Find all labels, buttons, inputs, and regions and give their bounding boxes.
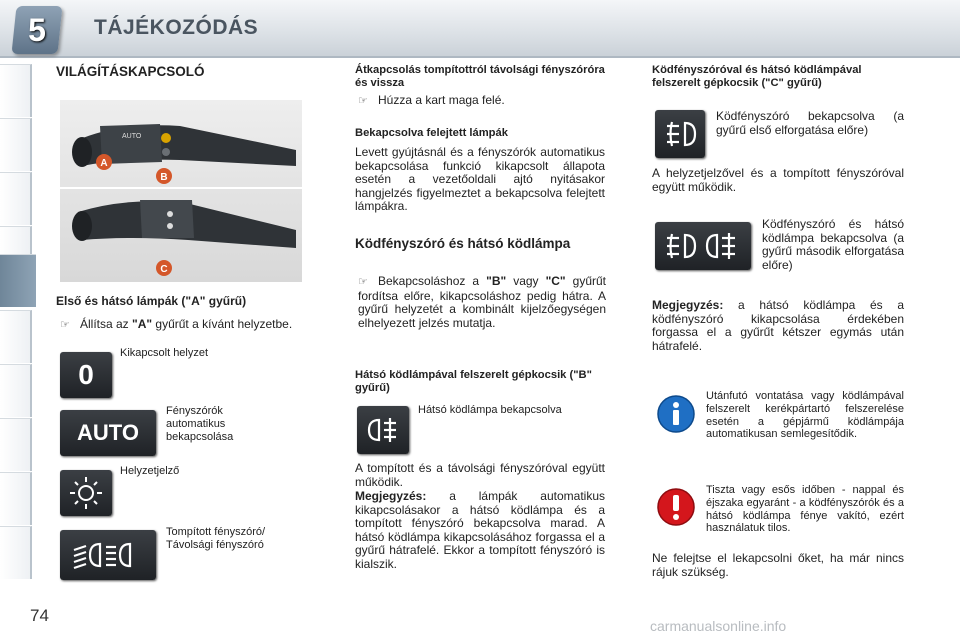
auto-icon: [60, 410, 156, 456]
left-on-title: Bekapcsolva felejtett lámpák: [355, 127, 508, 139]
page-title: TÁJÉKOZÓDÁS: [94, 16, 259, 39]
chapter-number: 5: [28, 12, 46, 48]
c-ring-title: Ködfényszóróval és hátsó ködlámpával felszerelt gépkocsik ("C" gyűrű): [652, 64, 862, 89]
chapter-tab-rail: [0, 58, 30, 598]
auto-glyph: AUTO: [77, 420, 139, 445]
chapter-tab-2[interactable]: [0, 118, 32, 171]
right-note: [652, 299, 904, 353]
state-auto-label: Fényszórók automatikus bekapcsolása: [166, 405, 234, 443]
section-title: VILÁGÍTÁSKAPCSOLÓ: [56, 64, 205, 79]
light-stalk-illustration: [60, 100, 302, 282]
info-text: Utánfutó vontatása vagy ködlámpával felszerelt kerékpártartó felszerelése esetén a gépjármű ködlámpája automatikusan semlegesítődik.: [706, 390, 904, 441]
bullet-arrow-icon: ☞: [358, 276, 368, 288]
bullet-arrow-icon: ☞: [60, 319, 70, 331]
rear-fog-icon: [357, 406, 409, 454]
left-on-body: Levett gyújtásnál és a fényszórók automatikus bekapcsolása funkció kikapcsolt állapota esetén a vezetőoldali ajtó nyitásakor hangjelzés figyelmeztet a bekapcsolva felejtett lámpákra.: [355, 145, 605, 214]
bullet-text-post: gyűrűt a kívánt helyzetbe.: [152, 317, 293, 331]
chapter-tab-5-active[interactable]: [0, 254, 36, 307]
note-label: Megjegyzés:: [355, 489, 427, 503]
warning-icon: [656, 487, 696, 527]
rear-fog-note: [355, 490, 605, 572]
watermark: carmanualsonline.info: [650, 618, 787, 634]
bullet-text-bold: "A": [132, 317, 153, 331]
fog-bullet-post: gyűrűt fordítsa előre, kikapcsoláshoz pedig hátra. A gyűrű helyzetét a kombinált kijelzőegységen elhelyezett jelzés mutatja.: [358, 274, 607, 330]
both-fog-caption: Ködfényszóró és hátsó ködlámpa bekapcsolva (a gyűrű második elforgatása előre): [762, 217, 904, 272]
stalk-auto-text: AUTO: [122, 133, 142, 140]
note-body: a lámpák automatikus kikapcsolásakor a hátsó ködlámpa és a tompított fényszóró bekapcsolva marad. A hátsó ködlámpa kikapcsolásához forgassa el a gyűrű hátrafelé. Ekkor a tompított fényszóró is kialszik.: [355, 489, 605, 571]
rear-fog-caption: Hátsó ködlámpa bekapcsolva: [418, 404, 562, 416]
front-fog-caption: Ködfényszóró bekapcsolva (a gyűrű első elforgatása előre): [716, 109, 904, 137]
switch-bullet: [358, 94, 606, 109]
rear-fog-title: Hátsó ködlámpával felszerelt gépkocsik ("B" gyűrű): [355, 369, 592, 394]
front-fog-body: A helyzetjelzővel és a tompított fényszóróval együtt működik.: [652, 166, 904, 194]
fog-bullet-b: "B": [486, 274, 507, 288]
chapter-tab-9[interactable]: [0, 472, 32, 525]
callout-b: B: [160, 172, 168, 183]
chapter-tab-1[interactable]: [0, 64, 32, 117]
fog-title: Ködfényszóró és hátsó ködlámpa: [355, 236, 571, 251]
off-glyph: 0: [78, 359, 94, 390]
switch-title: Átkapcsolás tompítottról távolsági fényszóróra és vissza: [355, 64, 605, 89]
chapter-tab-6[interactable]: [0, 310, 32, 363]
fog-bullet-mid: vagy: [506, 274, 546, 288]
off-icon: [60, 352, 112, 398]
front-rear-bullet: [60, 318, 308, 333]
warning-text: Tiszta vagy esős időben - nappal és éjszaka egyaránt - a ködfényszórók és a hátsó ködlámpa fénye vakító, ezért használatuk tilos.: [706, 484, 904, 535]
fog-bullet-pre: Bekapcsoláshoz a: [378, 274, 487, 288]
front-and-rear-fog-icon: [655, 222, 751, 270]
rear-fog-body: A tompított és a távolsági fényszóróval együtt működik.: [355, 461, 605, 489]
info-icon: [656, 394, 696, 434]
right-note-body: a hátsó ködlámpa és a ködfényszóró kikapcsolása érdekében forgassa el a gyűrűt kétszer egymás után hátrafelé.: [652, 298, 904, 353]
chapter-tab-10[interactable]: [0, 526, 32, 579]
bullet-text-pre: Állítsa az: [80, 317, 133, 331]
chapter-tab-7[interactable]: [0, 364, 32, 417]
headlight-icon: [60, 530, 156, 580]
light-stalk-photo: [60, 100, 302, 282]
front-rear-title: Első és hátsó lámpák ("A" gyűrű): [56, 294, 247, 308]
chapter-tab-3[interactable]: [0, 172, 32, 225]
right-note-label: Megjegyzés:: [652, 298, 724, 312]
switch-bullet-text: Húzza a kart maga felé.: [378, 93, 505, 107]
state-off-label: Kikapcsolt helyzet: [120, 347, 209, 359]
fog-bullet-c: "C": [545, 274, 566, 288]
fog-bullet: [358, 275, 606, 330]
callout-c: C: [160, 264, 168, 275]
header-divider: [0, 56, 960, 58]
state-headlight-label: Tompított fényszóró/ Távolsági fényszóró: [166, 526, 266, 551]
chapter-tab-8[interactable]: [0, 418, 32, 471]
state-sidelight-label: Helyzetjelző: [120, 465, 180, 477]
bullet-arrow-icon: ☞: [358, 95, 368, 107]
front-fog-icon: [655, 110, 705, 158]
closing-text: Ne felejtse el lekapcsolni őket, ha már nincs rájuk szükség.: [652, 551, 904, 579]
sidelight-icon: [60, 470, 112, 516]
page-number: 74: [30, 606, 49, 625]
callout-a: A: [100, 158, 108, 169]
